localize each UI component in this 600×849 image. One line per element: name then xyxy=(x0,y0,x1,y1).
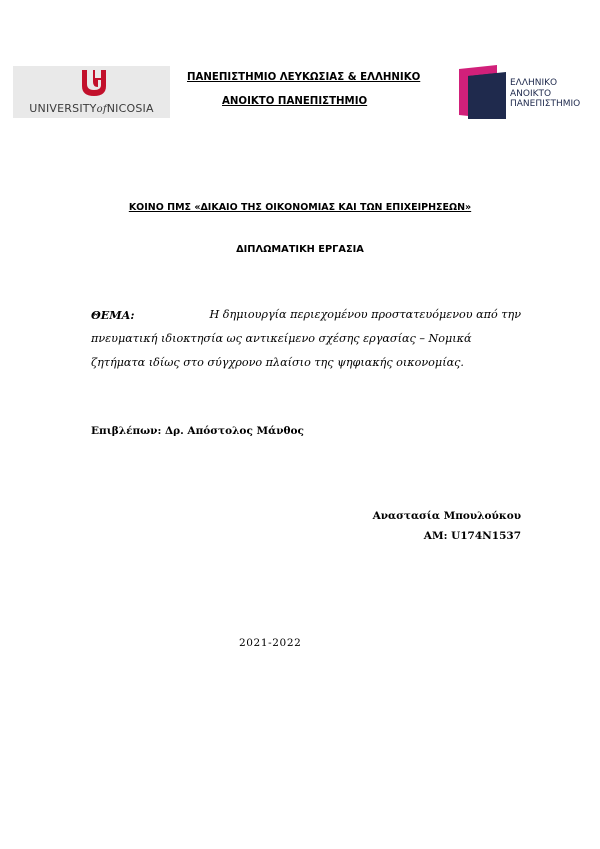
program-title: ΚΟΙΝΟ ΠΜΣ «ΔΙΚΑΙΟ ΤΗΣ ΟΙΚΟΝΟΜΙΑΣ ΚΑΙ ΤΩΝ ΕΠΙΧΕΙΡΗΣΕΩΝ» xyxy=(128,202,472,213)
hou-line-1: ΕΛΛΗΝΙΚΟ xyxy=(510,78,558,88)
hou-line-2: ΑΝΟΙΚΤΟ xyxy=(510,88,552,99)
author-student-id: ΑΜ: U174N1537 xyxy=(423,530,521,542)
subject-text-3: ζητήματα ιδίως στο σύγχρονο πλαίσιο της ψηφιακής οικονομίας. xyxy=(91,356,464,369)
unic-wordmark: UNIVERSITYofNICOSIA xyxy=(29,102,154,115)
author-name: Αναστασία Μπουλούκου xyxy=(372,510,521,522)
thesis-subject xyxy=(91,303,521,375)
hou-wordmark xyxy=(510,78,580,110)
subject-label: ΘΕΜΑ: xyxy=(91,308,135,322)
hellenic-open-university-logo xyxy=(459,65,597,119)
subject-line-2 xyxy=(91,327,521,351)
subject-text-1: Η δημιουργία περιεχομένου προστατευόμενου από την xyxy=(209,308,521,321)
header-title-line-1: ΠΑΝΕΠΙΣΤΗΜΙΟ ΛΕΥΚΩΣΙΑΣ & ΕΛΛΗΝΙΚΟ xyxy=(187,72,421,83)
header-title-line-2: ΑΝΟΙΚΤΟ ΠΑΝΕΠΙΣΤΗΜΙΟ xyxy=(222,96,368,107)
subject-line-3 xyxy=(91,351,521,375)
academic-year: 2021-2022 xyxy=(239,637,302,649)
subject-text-2: πνευματική ιδιοκτησία ως αντικείμενο σχέσης εργασίας – Νομικά xyxy=(91,332,472,345)
university-of-nicosia-logo xyxy=(13,66,170,118)
thesis-type-heading: ΔΙΠΛΩΜΑΤΙΚΗ ΕΡΓΑΣΙΑ xyxy=(236,244,364,255)
subject-line-1 xyxy=(91,303,521,327)
hou-line-3: ΠΑΝΕΠΙΣΤΗΜΙΟ xyxy=(510,99,581,109)
hou-emblem-icon xyxy=(459,65,506,119)
supervisor: Επιβλέπων: Δρ. Απόστολος Μάνθος xyxy=(91,425,304,437)
unic-shield-icon xyxy=(82,70,106,96)
